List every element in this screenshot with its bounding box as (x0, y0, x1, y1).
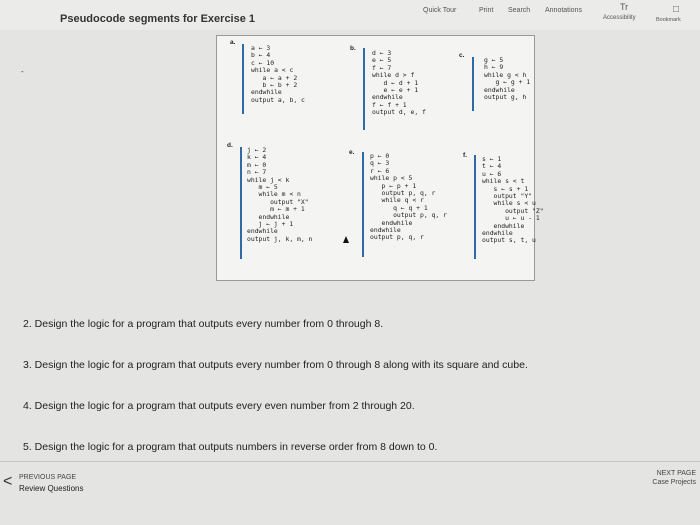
segment-b-bar (363, 48, 365, 130)
segment-f-bar (474, 155, 476, 259)
chevron-left-icon[interactable]: < (3, 473, 13, 490)
page-title: Pseudocode segments for Exercise 1 (60, 13, 256, 25)
bookmark-icon[interactable]: □ (673, 4, 680, 15)
next-page-caption: NEXT PAGE (656, 470, 696, 477)
exercise-2: 2. Design the logic for a program that outputs every number from 0 through 8. (23, 318, 384, 330)
search-button[interactable]: Search (508, 7, 531, 14)
segment-f-code: s ← 1 t ← 4 u ← 6 while s < t s ← s + 1 output "Y" while s < u output "Z" u ← u - 1 endwhile endwhile output s, t, u (482, 155, 544, 245)
accessibility-button[interactable]: Accessibility (603, 15, 636, 21)
previous-page-caption: PREVIOUS PAGE (19, 474, 77, 481)
segment-e-code: p ← 0 q ← 3 r ← 6 while p < 5 p ← p + 1 output p, q, r while q < r q ← q + 1 output p, q, r endwhile endwhile output p, q, r (370, 152, 447, 242)
segment-e-label: e. (349, 149, 355, 156)
exercise-4: 4. Design the logic for a program that outputs every even number from 2 through 20. (23, 400, 415, 412)
segment-f-label: f. (463, 152, 467, 159)
previous-page-title[interactable]: Review Questions (19, 484, 84, 493)
pseudocode-figure (216, 35, 544, 281)
segment-d-label: d. (227, 142, 233, 149)
segment-a-label: a. (230, 39, 236, 46)
mouse-cursor-icon (343, 236, 349, 243)
next-page-link[interactable] (580, 470, 700, 492)
exercise-3: 3. Design the logic for a program that outputs every number from 0 through 8 along with its square and cube. (23, 359, 528, 371)
previous-page-link[interactable] (0, 474, 120, 498)
segment-c-label: c. (459, 52, 465, 59)
accessibility-icon[interactable]: Tr (620, 2, 629, 12)
bookmark-button[interactable]: Bookmark (656, 17, 681, 23)
segment-c-bar (472, 57, 474, 111)
margin-mark: - (21, 67, 24, 76)
segment-b-code: d ← 3 e ← 5 f ← 7 while d > f d ← d + 1 e ← e + 1 endwhile f ← f + 1 output d, e, f (372, 49, 426, 117)
segment-c-code: g ← 5 h ← 9 while g < h g ← g + 1 endwhile output g, h (484, 56, 531, 102)
segment-d-bar (240, 147, 242, 259)
segment-d-code: j ← 2 k ← 4 m ← 0 n ← 7 while j < k m ← 5 while m < n output "X" m ← m + 1 endwhile j ← j + 1 endwhile output j, k, m, n (247, 146, 313, 243)
annotations-button[interactable]: Annotations (545, 7, 582, 14)
segment-b-label: b. (350, 45, 356, 52)
segment-a-code: a ← 3 b ← 4 c ← 10 while a < c a ← a + 2 b ← b + 2 endwhile output a, b, c (251, 44, 305, 104)
next-page-title[interactable]: Case Projects (652, 479, 696, 486)
print-button[interactable]: Print (479, 7, 494, 14)
quick-tour-button[interactable]: Quick Tour (423, 7, 457, 14)
segment-e-bar (362, 152, 364, 257)
footer-divider (0, 461, 700, 462)
segment-a-bar (242, 44, 244, 114)
exercise-5: 5. Design the logic for a program that outputs numbers in reverse order from 8 down to 0. (23, 441, 438, 453)
